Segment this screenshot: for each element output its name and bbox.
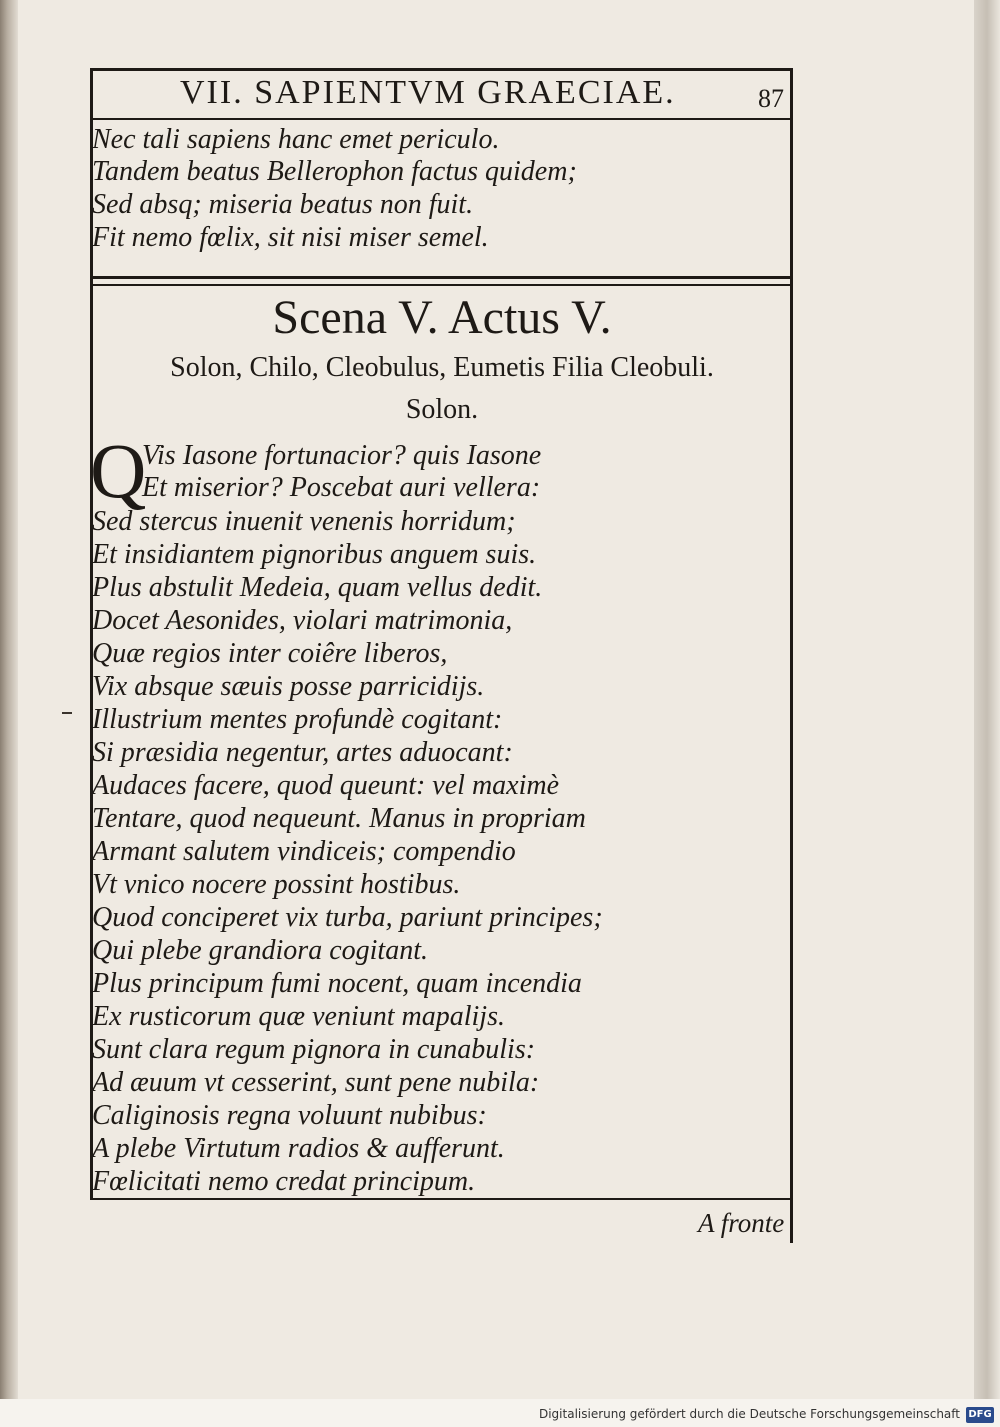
drop-cap: Q [90, 427, 147, 514]
gutter-shadow [0, 0, 18, 1427]
verse-line: Sed absq; miseria beatus non fuit. [92, 189, 474, 220]
verse-line: Fit nemo fœlix, sit nisi miser semel. [92, 222, 489, 253]
page-number: 87 [758, 84, 784, 113]
verse-line: Vt vnico nocere possint hostibus. [92, 869, 461, 900]
scene-title: Scena V. Actus V. [272, 291, 612, 344]
verse-line: Si præsidia negentur, artes aduocant: [92, 737, 513, 768]
verse-line: Et miserior? Poscebat auri vellera: [142, 472, 541, 503]
catchword: A fronte [698, 1208, 785, 1238]
margin-mark [62, 712, 72, 714]
verse-line: Vix absque sæuis posse parricidijs. [92, 671, 485, 702]
verse-line: Tentare, quod nequeunt. Manus in propriam [92, 803, 586, 834]
dfg-logo-icon: DFG [966, 1407, 994, 1423]
frame-rule-top [92, 68, 792, 71]
verse-line: Audaces facere, quod queunt: vel maximè [92, 770, 560, 801]
page-edge [974, 0, 1000, 1405]
verse-line: Nec tali sapiens hanc emet periculo. [92, 124, 500, 155]
running-head: VII. SAPIENTVM GRAECIAE. [180, 74, 676, 111]
speaker-name: Solon. [405, 394, 479, 425]
frame-rule-head [92, 118, 792, 120]
verse-line: Qui plebe grandiora cogitant. [92, 935, 428, 966]
frame-rule-bottom [92, 1198, 792, 1200]
verse-line: Sunt clara regum pignora in cunabulis: [92, 1034, 536, 1065]
verse-line-first: Vis Iasone fortunacior? quis Iasone [142, 440, 542, 471]
verse-line: Docet Aesonides, violari matrimonia, [92, 605, 513, 636]
verse-line: Et insidiantem pignoribus anguem suis. [92, 539, 537, 570]
frame-rule-divider-thin [92, 284, 792, 286]
verse-line: Quæ regios inter coiêre liberos, [92, 638, 448, 669]
verse-line: Illustrium mentes profundè cogitant: [92, 704, 503, 735]
verse-line: Ad æuum vt cesserint, sunt pene nubila: [92, 1067, 540, 1098]
verse-line: Tandem beatus Bellerophon factus quidem; [92, 156, 577, 187]
verse-line: Armant salutem vindiceis; compendio [92, 836, 516, 867]
footer-band [0, 1399, 1000, 1427]
frame-rule-divider [92, 276, 792, 279]
frame-rule-right [790, 68, 793, 1243]
verse-line: Ex rusticorum quæ veniunt mapalijs. [92, 1001, 505, 1032]
verse-line: Quod conciperet vix turba, pariunt principes; [92, 902, 603, 933]
footer-credit: Digitalisierung gefördert durch die Deutsche Forschungsgemeinschaft [538, 1407, 960, 1421]
verse-line: Plus abstulit Medeia, quam vellus dedit. [92, 572, 543, 603]
verse-line: Fœlicitati nemo credat principum. [92, 1166, 476, 1197]
verse-line: Sed stercus inuenit venenis horridum; [92, 506, 516, 537]
verse-line: Plus principum fumi nocent, quam incendia [92, 968, 582, 999]
verse-line: A plebe Virtutum radios & aufferunt. [92, 1133, 505, 1164]
dramatis-personae: Solon, Chilo, Cleobulus, Eumetis Filia Cleobuli. [170, 352, 714, 383]
verse-line: Caliginosis regna voluunt nubibus: [92, 1100, 487, 1131]
